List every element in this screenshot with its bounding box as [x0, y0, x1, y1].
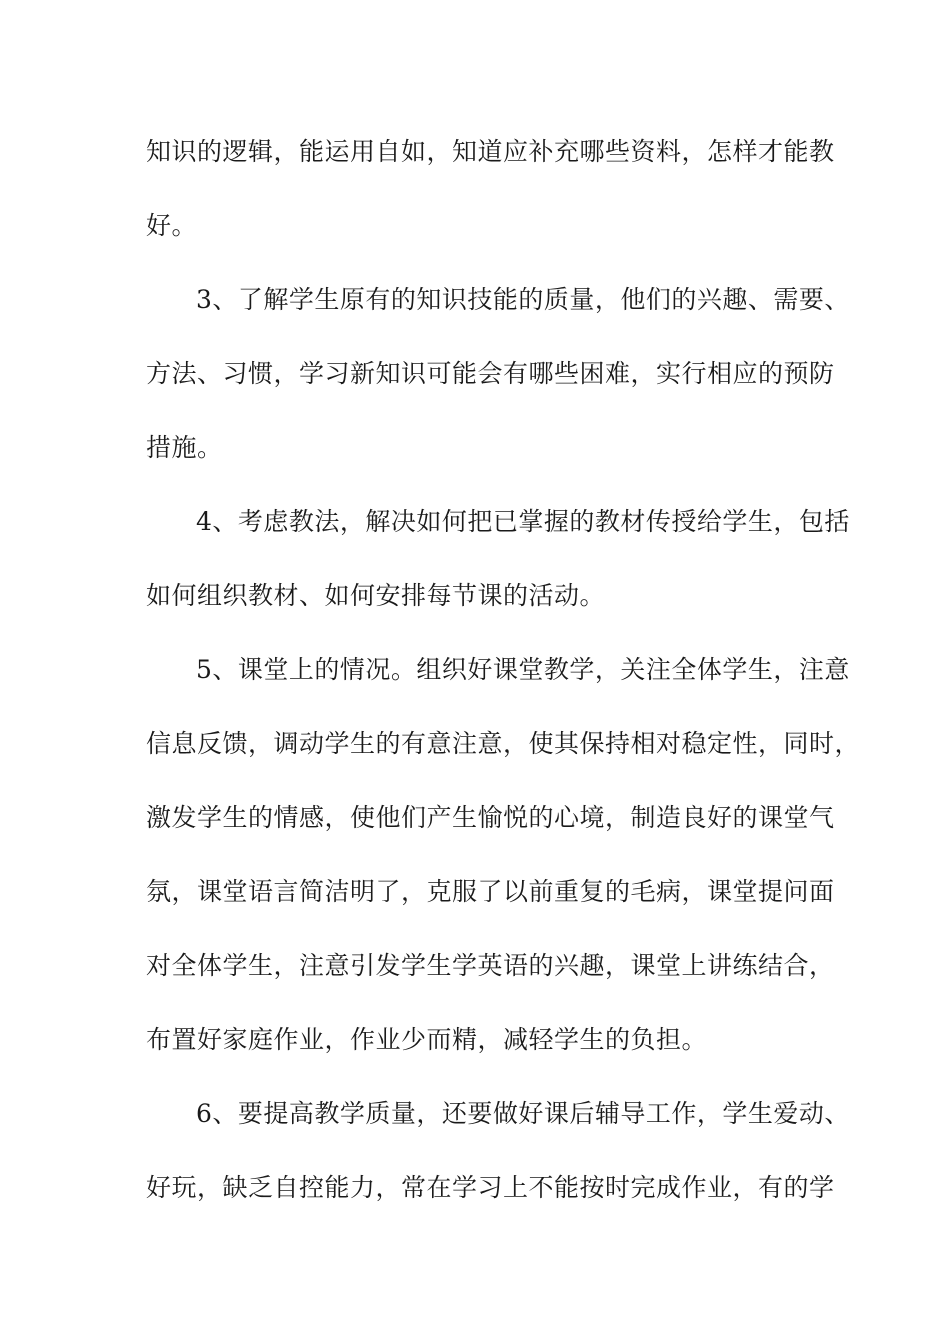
text-line: 措施。	[146, 433, 223, 462]
text-line: 知识的逻辑，能运用自如，知道应补充哪些资料，怎样才能教	[146, 137, 835, 166]
text-line: 如何组织教材、如何安排每节课的活动。	[146, 581, 606, 610]
text-line: 对全体学生，注意引发学生学英语的兴趣，课堂上讲练结合，	[146, 951, 835, 980]
paragraph-4-start: 4、考虑教法，解决如何把已掌握的教材传授给学生，包括	[196, 507, 850, 536]
text-line: 方法、习惯，学习新知识可能会有哪些困难，实行相应的预防	[146, 359, 835, 388]
text-line: 好。	[146, 211, 198, 240]
paragraph-5-start: 5、课堂上的情况。组织好课堂教学，关注全体学生，注意	[196, 655, 850, 684]
text-line: 氛，课堂语言简洁明了，克服了以前重复的毛病，课堂提问面	[146, 877, 835, 906]
text-line: 好玩，缺乏自控能力，常在学习上不能按时完成作业，有的学	[146, 1173, 835, 1202]
text-line: 激发学生的情感，使他们产生愉悦的心境，制造良好的课堂气	[146, 803, 835, 832]
text-line: 信息反馈，调动学生的有意注意，使其保持相对稳定性，同时，	[146, 729, 861, 758]
paragraph-3-start: 3、了解学生原有的知识技能的质量，他们的兴趣、需要、	[196, 285, 850, 314]
text-line: 布置好家庭作业，作业少而精，减轻学生的负担。	[146, 1025, 708, 1054]
paragraph-6-start: 6、要提高教学质量，还要做好课后辅导工作，学生爱动、	[196, 1099, 850, 1128]
